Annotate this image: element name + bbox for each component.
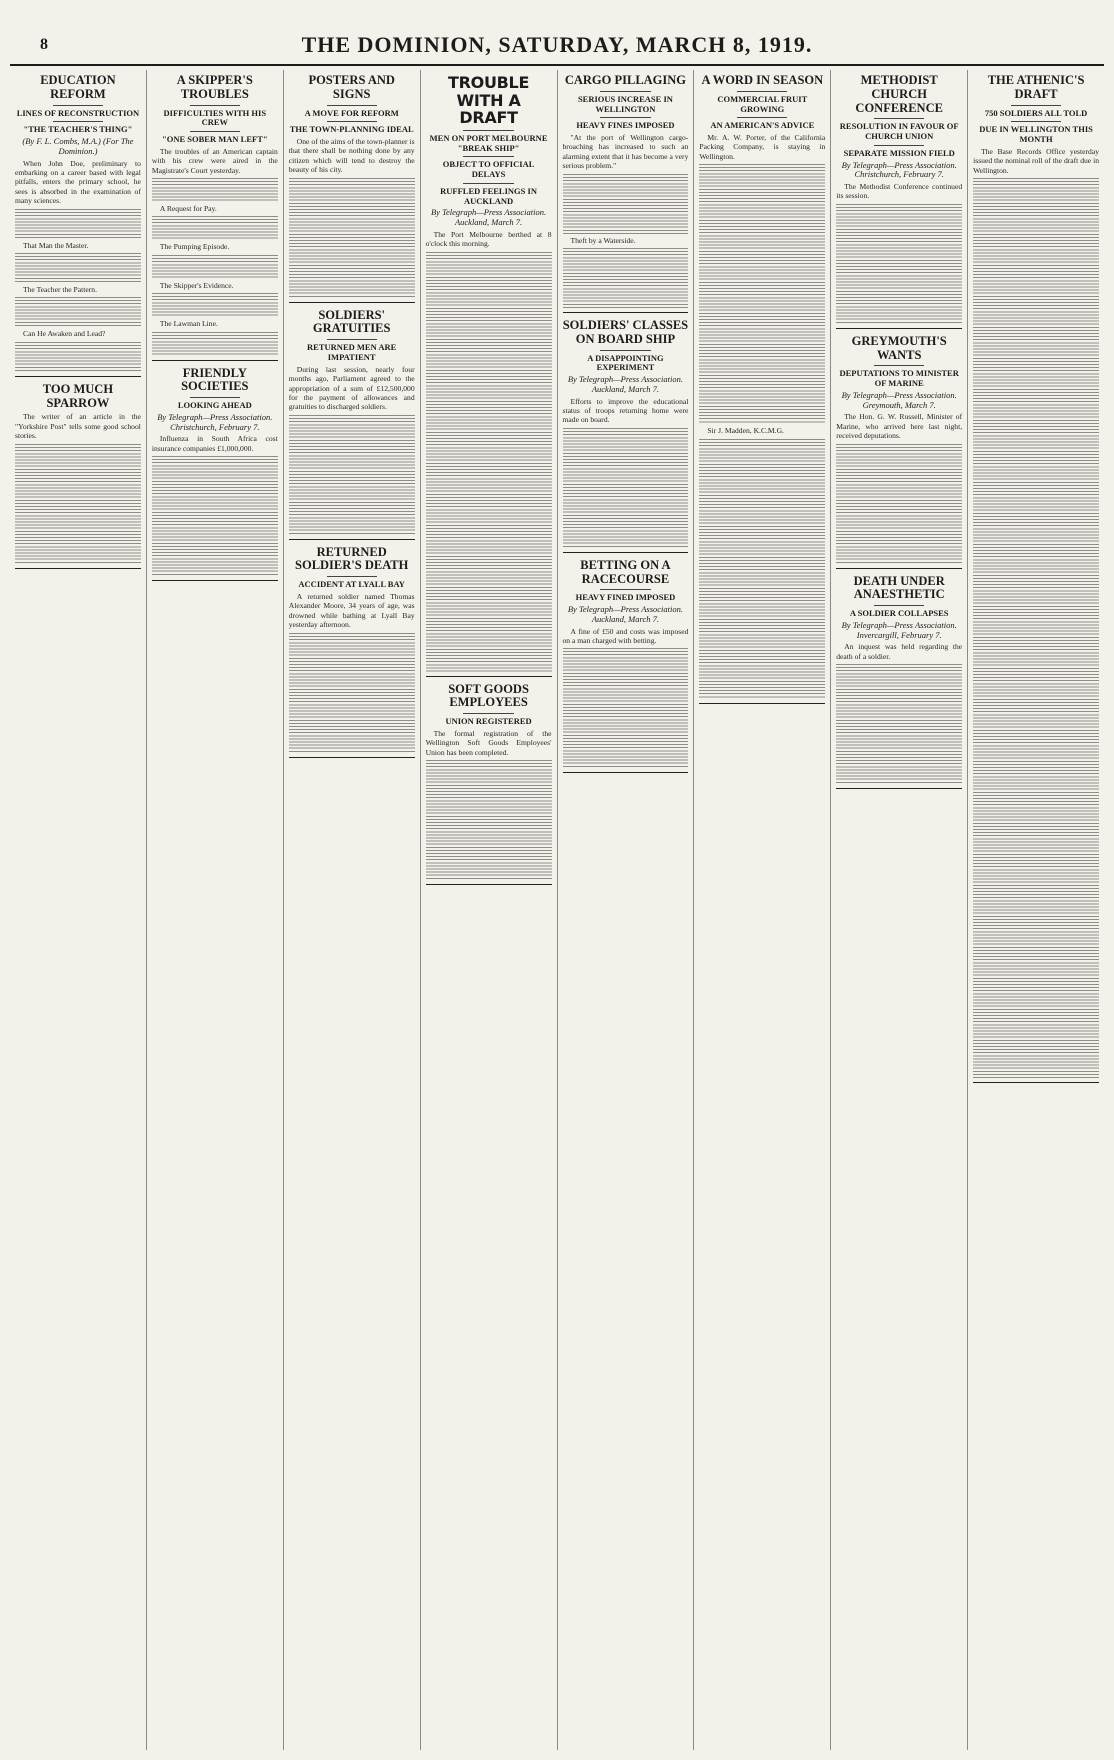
- article-separator: [289, 539, 415, 540]
- masthead-title: THE DOMINION, SATURDAY, MARCH 8, 1919.: [301, 32, 813, 57]
- divider: [874, 365, 924, 366]
- divider: [327, 105, 377, 106]
- article-paragraph: A fine of £50 and costs was imposed on a man charged with betting.: [562, 626, 689, 646]
- divider: [463, 156, 513, 157]
- article-byline: By Telegraph—Press Association. Christchurch, February 7.: [157, 411, 273, 432]
- body-text-lines: [563, 648, 689, 768]
- article-headline: SOLDIERS' CLASSES ON BOARD SHIP: [562, 318, 689, 346]
- body-text-lines: [699, 164, 825, 424]
- body-text-lines: [563, 174, 689, 234]
- newspaper-column: [968, 70, 1104, 1750]
- body-text-lines: [152, 456, 278, 576]
- masthead: [10, 30, 1104, 66]
- divider: [463, 183, 513, 184]
- article-paragraph: Sir J. Madden, K.C.M.G.: [707, 426, 784, 436]
- article-subheading: "ONE SOBER MAN LEFT": [162, 134, 268, 145]
- body-text-lines: [289, 633, 415, 753]
- article-subheading: MEN ON PORT MELBOURNE "BREAK SHIP": [429, 132, 548, 153]
- body-text-lines: [15, 209, 141, 239]
- body-text-lines: [289, 415, 415, 535]
- article-paragraph: A returned soldier named Thomas Alexander Moore, 34 years of age, was drowned while bathing at Lyall Bay yesterday afternoon.: [288, 591, 415, 630]
- article-paragraph: The Skipper's Evidence.: [159, 280, 234, 290]
- article-paragraph: The Hon. G. W. Russell, Minister of Marine, who arrived here last night, received deputations.: [836, 412, 963, 441]
- body-text-lines: [152, 255, 278, 279]
- newspaper-column: [147, 70, 284, 1750]
- body-text-lines: [15, 444, 141, 564]
- article: [289, 309, 415, 540]
- article: [15, 383, 141, 569]
- article: [426, 74, 552, 677]
- divider: [327, 339, 377, 340]
- article: [563, 559, 689, 774]
- article-separator: [563, 552, 689, 553]
- divider: [327, 121, 377, 122]
- divider: [1011, 105, 1061, 106]
- body-text-lines: [289, 178, 415, 298]
- body-text-lines: [152, 293, 278, 317]
- article-subheading: DEPUTATIONS TO MINISTER OF MARINE: [839, 368, 959, 389]
- article-separator: [836, 568, 962, 569]
- article: [152, 74, 278, 361]
- article-paragraph: Efforts to improve the educational status of troops returning home were made on board.: [562, 396, 689, 425]
- article-separator: [15, 376, 141, 377]
- divider: [874, 605, 924, 606]
- article: [836, 575, 962, 790]
- article-separator: [289, 757, 415, 758]
- article-subheading: THE TOWN-PLANNING IDEAL: [289, 124, 414, 135]
- article-separator: [973, 1082, 1099, 1083]
- divider: [53, 105, 103, 106]
- article-byline: By Telegraph—Press Association. Auckland, March 7.: [430, 207, 547, 228]
- body-text-lines: [15, 253, 141, 283]
- article-headline: THE ATHENIC'S DRAFT: [987, 73, 1085, 101]
- article-byline: By Telegraph—Press Association. Invercargill, February 7.: [841, 619, 957, 640]
- article: [426, 683, 552, 885]
- article: [699, 74, 825, 704]
- article-headline: FRIENDLY SOCIETIES: [181, 365, 249, 394]
- divider: [463, 713, 513, 714]
- article-paragraph: The Teacher the Pattern.: [23, 285, 97, 294]
- article-byline: By Telegraph—Press Association. Christchurch, February 7.: [841, 159, 957, 180]
- article: [152, 367, 278, 582]
- article-subheading: A DISAPPOINTING EXPERIMENT: [587, 352, 664, 373]
- article: [289, 546, 415, 758]
- article-paragraph: Mr. A. W. Porter, of the California Packing Company, is staying in Wellington.: [699, 133, 826, 161]
- article-headline: DEATH UNDER ANAESTHETIC: [853, 573, 945, 602]
- article-headline: POSTERS AND SIGNS: [308, 73, 395, 101]
- article: [15, 74, 141, 377]
- article-byline: By Telegraph—Press Association. Auckland, March 7.: [567, 604, 684, 624]
- article-paragraph: The Port Melbourne berthed at 8 o'clock this morning.: [425, 229, 552, 249]
- article-headline: A SKIPPER'S TROUBLES: [176, 73, 253, 101]
- divider: [53, 121, 103, 122]
- body-text-lines: [426, 760, 552, 880]
- article-paragraph: The Methodist Conference continued its session.: [836, 182, 963, 201]
- article-separator: [563, 772, 689, 773]
- newspaper-column: [558, 70, 695, 1750]
- article-subheading: A MOVE FOR REFORM: [304, 107, 399, 118]
- article-paragraph: One of the aims of the town-planner is that there shall be nothing done by any citizen which will tend to destroy the beauty of his city.: [288, 137, 415, 175]
- article-headline: TROUBLE WITH A DRAFT: [448, 73, 530, 128]
- article-paragraph: When John Doe, preliminary to embarking on a career based with legal pitfalls, enters the primary school, he sees is absorbed in the examination of many sciences.: [15, 158, 141, 206]
- article-subheading: UNION REGISTERED: [445, 716, 532, 727]
- article-subheading: RESOLUTION IN FAVOUR OF CHURCH UNION: [839, 121, 959, 142]
- divider: [190, 397, 240, 398]
- article-subheading: RUFFLED FEELINGS IN AUCKLAND: [440, 185, 537, 206]
- article: [973, 74, 1099, 1083]
- article-separator: [836, 788, 962, 789]
- article-subheading: COMMERCIAL FRUIT GROWING: [717, 93, 808, 114]
- article-subheading: RETURNED MEN ARE IMPATIENT: [307, 342, 397, 362]
- article-headline: RETURNED SOLDIER'S DEATH: [295, 544, 409, 573]
- article-subheading: OBJECT TO OFFICIAL DELAYS: [442, 159, 535, 180]
- body-text-lines: [426, 252, 552, 672]
- article-paragraph: The Pumping Episode.: [159, 242, 230, 252]
- article-headline: GREYMOUTH'S WANTS: [851, 333, 947, 362]
- article-subheading: "THE TEACHER'S THING": [23, 124, 133, 135]
- article-separator: [699, 703, 825, 704]
- article-headline: SOLDIERS' GRATUITIES: [312, 307, 391, 336]
- article-subheading: DIFFICULTIES WITH HIS CREW: [163, 107, 267, 128]
- article-separator: [426, 884, 552, 885]
- article: [563, 74, 689, 313]
- article-paragraph: An inquest was held regarding the death of a soldier.: [836, 642, 963, 661]
- page-number: 8: [40, 36, 48, 53]
- newspaper-column: [10, 70, 147, 1750]
- body-text-lines: [152, 216, 278, 240]
- article-separator: [563, 312, 689, 313]
- divider: [874, 145, 924, 146]
- article-headline: EDUCATION REFORM: [40, 73, 116, 101]
- article-subheading: SEPARATE MISSION FIELD: [843, 147, 955, 158]
- article-paragraph: Influenza in South Africa cost insurance companies £1,000,000.: [151, 434, 278, 453]
- article-byline: By Telegraph—Press Association. Greymouth, March 7.: [841, 389, 957, 410]
- divider: [190, 131, 240, 132]
- article-subheading: LINES OF RECONSTRUCTION: [16, 107, 140, 118]
- article-subheading: HEAVY FINES IMPOSED: [576, 120, 675, 131]
- article-subheading: HEAVY FINED IMPOSED: [575, 592, 676, 603]
- article-headline: CARGO PILLAGING: [564, 73, 687, 87]
- article-paragraph: A Request for Pay.: [159, 204, 217, 214]
- body-text-lines: [563, 248, 689, 308]
- article-headline: TOO MUCH SPARROW: [42, 381, 114, 410]
- article-headline: BETTING ON A RACECOURSE: [580, 557, 671, 586]
- divider: [737, 91, 787, 92]
- article-paragraph: During last session, nearly four months ago, Parliament agreed to the appropriation of a sum of £12,500,000 for the payment of allowances and gratuities to discharged soldiers.: [288, 364, 415, 412]
- article-paragraph: The Base Records Office yesterday issued the nominal roll of the draft due in Wellington.: [973, 146, 1099, 175]
- body-text-lines: [836, 664, 962, 784]
- article-paragraph: The formal registration of the Wellington Soft Goods Employees' Union has been completed.: [425, 728, 552, 757]
- article-paragraph: The writer of an article in the "Yorkshire Post" tells some good school stories.: [15, 412, 141, 441]
- article-headline: METHODIST CHURCH CONFERENCE: [855, 73, 943, 115]
- article-byline: By Telegraph—Press Association. Auckland, March 7.: [567, 374, 684, 394]
- article-subheading: DUE IN WELLINGTON THIS MONTH: [979, 124, 1093, 145]
- article-headline: A WORD IN SEASON: [701, 73, 824, 87]
- article-subheading: LOOKING AHEAD: [177, 400, 252, 411]
- article-headline: SOFT GOODS EMPLOYEES: [448, 681, 529, 710]
- article-subheading: SERIOUS INCREASE IN WELLINGTON: [577, 93, 673, 114]
- article-subheading: AN AMERICAN'S ADVICE: [710, 120, 815, 131]
- body-text-lines: [699, 439, 825, 699]
- article-paragraph: "At the port of Wellington cargo-broaching has increased to such an alarming extent that it has become a very serious problem.": [562, 133, 689, 171]
- body-text-lines: [563, 428, 689, 548]
- body-text-lines: [152, 332, 278, 356]
- divider: [600, 589, 650, 590]
- article-separator: [15, 568, 141, 569]
- article-paragraph: That Man the Master.: [23, 240, 89, 250]
- article-subheading: A SOLDIER COLLAPSES: [849, 608, 949, 619]
- newspaper-column: [421, 70, 558, 1750]
- divider: [600, 91, 650, 92]
- article-separator: [152, 360, 278, 361]
- article-paragraph: The Lawman Line.: [159, 319, 218, 329]
- divider: [190, 105, 240, 106]
- newspaper-column: [694, 70, 831, 1750]
- divider: [600, 117, 650, 118]
- article: [836, 335, 962, 569]
- article-separator: [836, 328, 962, 329]
- article-byline: (By F. L. Combs, M.A.) (For The Dominion.): [22, 136, 134, 156]
- article: [563, 319, 689, 553]
- newspaper-column: [284, 70, 421, 1750]
- divider: [600, 350, 650, 351]
- divider: [737, 117, 787, 118]
- body-text-lines: [15, 297, 141, 327]
- article-paragraph: Can He Awaken and Lead?: [23, 329, 106, 339]
- body-text-lines: [15, 342, 141, 372]
- article: [836, 74, 962, 329]
- body-text-lines: [973, 178, 1099, 1078]
- divider: [463, 130, 513, 131]
- divider: [1011, 121, 1061, 122]
- divider: [874, 118, 924, 119]
- article-subheading: ACCIDENT AT LYALL BAY: [298, 579, 405, 590]
- article-separator: [289, 302, 415, 303]
- article-paragraph: The troubles of an American captain with his crew were aired in the Magistrate's Court yesterday.: [151, 146, 278, 175]
- columns: [10, 70, 1104, 1750]
- article-paragraph: Theft by a Waterside.: [570, 235, 636, 245]
- article-separator: [152, 580, 278, 581]
- article-separator: [426, 676, 552, 677]
- body-text-lines: [836, 204, 962, 324]
- body-text-lines: [152, 178, 278, 202]
- article: [289, 74, 415, 303]
- body-text-lines: [836, 444, 962, 564]
- article-subheading: 750 SOLDIERS ALL TOLD: [984, 107, 1088, 118]
- divider: [327, 576, 377, 577]
- newspaper-column: [831, 70, 968, 1750]
